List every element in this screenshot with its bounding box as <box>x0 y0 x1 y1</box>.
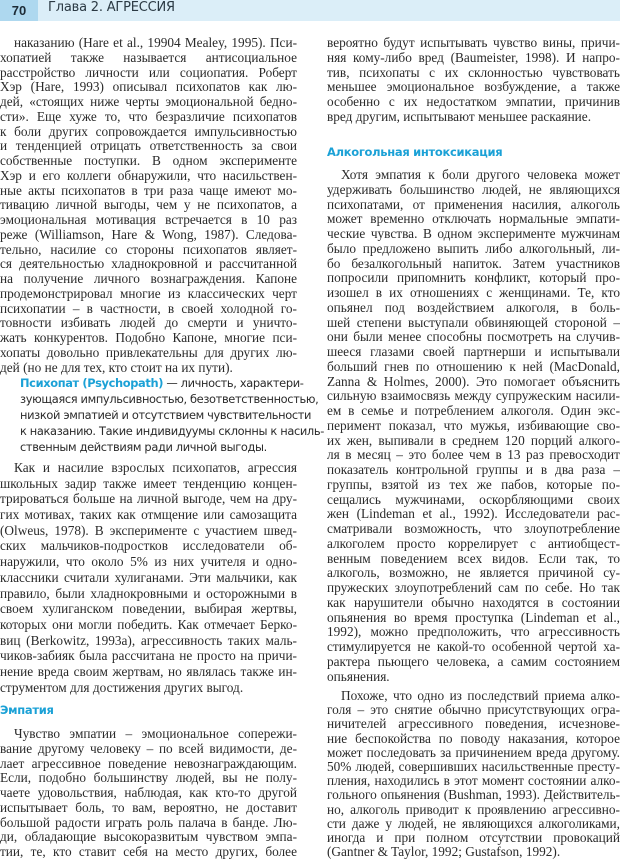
text-line: эмоциональная мотивация встречается в 10 раз <box>0 212 297 227</box>
section-heading-alcohol: Алкогольная интоксикация <box>327 145 503 159</box>
definition-first-line <box>20 375 304 391</box>
text-line: правило, были хладнокровными и осторожными в <box>0 585 297 601</box>
text-line: к боли других сопровождается импульсивностью <box>0 123 297 139</box>
text-line: вание другому человеку – по всей видимости, де- <box>0 740 297 756</box>
text-line: большой радости играть роль палача в банде. Лю- <box>0 814 297 830</box>
text-line: ди, обладающие высокоразвитым чувством эмпа- <box>0 829 297 845</box>
text-line: психопатии – в частности, в своей холодной го- <box>0 300 297 316</box>
text-line: Хотя эмпатия к боли другого человека может <box>341 167 620 182</box>
text-line: дей, «стоящих ниже черты эмоциональной бедно- <box>0 94 297 109</box>
text-line: жен (Lindeman et al., 1992). Исследователи рас- <box>327 506 620 522</box>
text-line: сещались мужчинами, оскорбляющими своих <box>327 491 620 507</box>
text-line: меньшее эмоциональное возбуждение, а также <box>327 79 620 95</box>
text-line: сти даже у людей, не являющихся алкоголиками, <box>327 815 620 831</box>
text-line: жать конкурентов. Подобно Капоне, многие пси- <box>0 330 297 345</box>
text-line: рактера пьющего человека, а самим состоянием <box>327 653 620 669</box>
text-line: продемонстрировал многие из классических черт <box>0 285 297 301</box>
text-line: ся деятельностью хладнокровной и рассчитанной <box>0 256 297 272</box>
text-line: хопатией также называется антисоциальное <box>0 49 297 65</box>
text-line: психопатами, от применения насилия, алкоголь <box>327 196 620 212</box>
text-line: шей степени выступали обвиняющей стороной – <box>327 314 620 330</box>
definition-lines <box>20 391 324 455</box>
text-line: няя кому-либо вред (Baumeister, 1998). И напро- <box>327 49 620 65</box>
text-line: хопаты довольно привлекательны для других лю- <box>0 344 297 360</box>
text-line: вероятно будут испытывать чувство вины, причи- <box>327 35 620 50</box>
text-line: Чувство эмпатии – эмоциональное сопережи- <box>14 726 297 741</box>
text-line: ние беспокойства по поводу наказания, которое <box>327 730 620 746</box>
text-line: классники считали хулиганами. Эти мальчики, как <box>0 569 297 585</box>
text-line: особенно с их недостатком эмпатии, причинив <box>327 94 620 109</box>
text-line: венным поведением всех видов. Если так, то <box>327 550 620 566</box>
text-line: ем в семье и потреблением алкоголя. Один экс- <box>327 403 620 418</box>
text-line: ничителей агрессивного поведения, исчезнове- <box>327 716 620 732</box>
text-line: Хэр (Hare, 1993) описывал психопатов как лю- <box>0 79 297 95</box>
definition-box <box>20 375 324 455</box>
running-header <box>0 0 620 21</box>
chapter-title: Глава 2. АГРЕССИЯ <box>48 0 175 15</box>
text-line: их жен, выпивали в среднем 120 порций алкого- <box>327 432 620 448</box>
text-line: чиков-забияк была рассчитана не просто на причи- <box>0 648 297 664</box>
definition-term: Психопат (Psychopath) <box>20 376 164 390</box>
text-line: 50% людей, совершивших насильственные престу- <box>327 758 620 774</box>
text-line: зующаяся импульсивностью, безответственностью, <box>20 392 319 406</box>
text-line: ских мальчиков-подростков исследователи об- <box>0 538 297 554</box>
text-line: испытывает боль, то вам, вероятно, не доставит <box>0 799 297 815</box>
text-line: к наказанию. Такие индивидуумы склонны к насиль- <box>20 424 324 438</box>
text-line: голя – это снятие обычно присутствующих огра- <box>327 702 620 718</box>
text-line: собственные поступки. В одном эксперименте <box>0 153 297 168</box>
text-line: сти». Еще хуже то, что безразличие психопатов <box>0 108 297 124</box>
text-line: сильную взаимосвязь между супружеским насили- <box>327 388 620 404</box>
text-line: товности избивать людей до смерти и уничто- <box>0 315 297 331</box>
text-line: пления, находились в этот момент состоянии алко- <box>327 773 620 789</box>
text-line: наружили, что около 5% из них учителя и одно- <box>0 554 297 570</box>
text-line: бо безалкогольный напиток. Затем участников <box>327 255 620 271</box>
text-line: дей (но не для тех, кто стоит на их пути). <box>0 359 233 375</box>
text-line: но, алкоголь приводит к проявлению агрессивно- <box>327 801 620 817</box>
text-line: тии, те, кто ставит себя на место других, более <box>0 844 297 859</box>
text-line: стимулируется не какой-то особенной чертой ха- <box>327 639 620 654</box>
left-paragraph-2 <box>0 460 297 695</box>
text-line: перимент показал, что мужья, избивающие сво- <box>327 417 620 433</box>
text-line: алкоголь, возможно, не является причиной су- <box>327 565 620 581</box>
text-line: своем хулиганском поведении, выбирая жертвы, <box>0 601 297 617</box>
left-paragraph-1 <box>0 36 297 375</box>
text-line: трироваться больше на личной выгоде, чем на дру- <box>0 491 297 507</box>
text-line: чаете удовольствия, наблюдая, как кто-то другой <box>0 785 297 800</box>
page-number: 70 <box>0 0 38 21</box>
text-line: сматривали возможность, что злоупотребление <box>327 521 620 536</box>
definition-text: — личность, характери- <box>163 376 304 390</box>
text-line: вред другим, испытывают меньшее раскаяние. <box>327 108 592 124</box>
text-line: Если, подобно большинству людей, вы не полу- <box>0 770 297 786</box>
text-line: иногда и при полном отсутствии провокаций <box>327 829 620 845</box>
text-line: реже (Williamson, Hare & Wong, 1987). Следова- <box>0 226 297 242</box>
text-line: опьянения. <box>327 668 390 684</box>
left-paragraph-3 <box>0 727 297 860</box>
text-line: было предложено выпить либо алкогольный, ли- <box>327 240 620 256</box>
right-paragraph-2 <box>327 168 620 684</box>
text-line: изошел в их отношениях с женщинами. Те, кто <box>327 285 620 300</box>
text-line: виц (Berkowitz, 1993a), агрессивность таких маль- <box>0 632 297 648</box>
text-line: ственным действиям ради личной выгоды. <box>20 440 267 454</box>
text-line: гих мотивах, таких как отмщение или самозащита <box>0 507 297 523</box>
text-line: (Gantner & Taylor, 1992; Gustafson, 1992). <box>327 844 561 860</box>
right-paragraph-3 <box>327 689 620 859</box>
text-line: Zanna & Holmes, 2000). Это помогает объяснить <box>327 373 620 389</box>
text-line: и тенденцией отрицать ответственность за свои <box>0 138 297 154</box>
text-line: на получение личного вознаграждения. Капоне <box>0 271 297 286</box>
text-line: ля в месяц – это более чем в 13 раз превосходит <box>327 447 620 463</box>
right-paragraph-1 <box>327 36 620 125</box>
text-line: тив, психопаты с их склонностью чувствовать <box>327 64 620 80</box>
text-line: низкой эмпатией и отсутствием чувствительности <box>20 408 312 422</box>
text-line: опьянения во время проступка (Lindeman et al., <box>327 609 620 625</box>
text-line: ческие чувства. В одном эксперименте мужчинам <box>327 226 620 241</box>
text-line: Похоже, что одно из последствий приема алко- <box>341 688 620 703</box>
text-line: Как и насилие взрослых психопатов, агрессия <box>14 460 297 475</box>
text-line: шееся глазами своей партнерши и испытывали <box>327 344 620 359</box>
text-line: нение вреда своим жертвам, но являлась также ин- <box>0 663 297 679</box>
text-line: больший гнев по отношению к ней (MacDonald, <box>327 358 620 374</box>
text-line: может временно отключать нормальные эмпати- <box>327 211 620 227</box>
text-line: может последовать за причинением вреда другому. <box>327 744 620 760</box>
text-line: струментом для достижения других выгод. <box>0 679 244 695</box>
text-line: удерживать большинство людей, не являющихся <box>327 181 620 197</box>
text-line: расстройство личности или социопатия. Роберт <box>0 64 297 80</box>
text-line: гольного опьянения (Bushman, 1993). Действитель- <box>327 787 620 803</box>
text-line: тельно, насилие со стороны психопатов являет- <box>0 241 297 257</box>
text-line: наказанию (Hare et al., 19904 Mealey, 1995). Пси- <box>14 35 297 50</box>
text-line: 1992), можно предположить, что агрессивность <box>327 624 620 640</box>
text-line: группы, взятой из тех же пабов, которые по- <box>327 476 620 492</box>
text-line: Хэр и его коллеги обнаружили, что насильствен- <box>0 167 297 183</box>
text-line: лает агрессивное поведение невознаграждающим. <box>0 755 297 771</box>
section-heading-empathy: Эмпатия <box>0 703 54 717</box>
text-line: ные акты психопатов в три раза чаще имеют мо- <box>0 182 297 198</box>
text-line: тивацию личной выгоды, чем у не психопатов, а <box>0 197 297 213</box>
text-line: (Olweus, 1978). В эксперименте с участием швед- <box>0 522 297 538</box>
text-line: показатель контрольной группы и в два раза – <box>327 462 620 477</box>
text-line: школьных задир также имеет тенденцию концен- <box>0 475 297 491</box>
text-line: они были менее способны посмотреть на случив- <box>327 329 620 345</box>
text-line: которых они могли победить. Как отмечает Берко- <box>0 616 297 632</box>
text-line: как нарушители обычно находятся в состоянии <box>327 594 620 610</box>
text-line: пружеских злоупотреблений сам по себе. Но так <box>327 580 620 595</box>
text-line: опьянел под воздействием алкоголя, в боль- <box>327 299 620 315</box>
text-line: алкоголем просто коррелирует с антиобщест- <box>327 535 620 551</box>
text-line: попросили припомнить конфликт, который про- <box>327 270 620 286</box>
